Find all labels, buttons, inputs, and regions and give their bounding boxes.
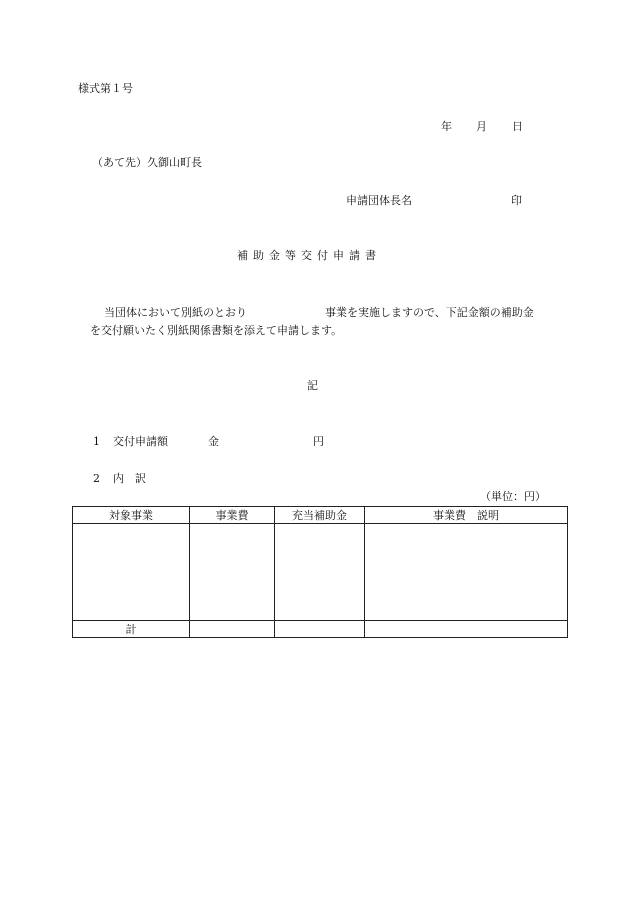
item1-kin: 金: [208, 435, 219, 448]
total-label: 計: [73, 621, 190, 638]
header-subsidy-allocation: 充当補助金: [275, 507, 365, 524]
breakdown-table: [72, 506, 568, 638]
form-number: 様式第１号: [78, 82, 133, 95]
item2-number: 2: [93, 472, 100, 485]
unit-note: （単位：円）: [480, 490, 546, 503]
ki-heading: 記: [307, 379, 318, 392]
date-year-label: 年: [441, 120, 452, 133]
addressee: （あて先）久御山町長: [92, 156, 202, 169]
table-row: [73, 524, 568, 621]
table-header-row: [73, 507, 568, 524]
date-month-label: 月: [476, 120, 487, 133]
header-project-cost: 事業費: [190, 507, 275, 524]
item1-yen: 円: [313, 435, 324, 448]
body-text-line1-part2: 事業を実施しますので、下記金額の補助金: [325, 306, 534, 319]
cell-target-project[interactable]: [73, 524, 190, 621]
total-project-cost[interactable]: [190, 621, 275, 638]
seal-mark: 印: [511, 194, 522, 207]
total-subsidy-allocation[interactable]: [275, 621, 365, 638]
total-cost-explanation[interactable]: [365, 621, 568, 638]
header-cost-explanation: 事業費 説明: [365, 507, 568, 524]
cell-cost-explanation[interactable]: [365, 524, 568, 621]
item1-label: 交付申請額: [113, 435, 168, 448]
table-total-row: [73, 621, 568, 638]
header-target-project: 対象事業: [73, 507, 190, 524]
body-text-line1-part1: 当団体において別紙のとおり: [104, 306, 247, 319]
document-title: 補助金等交付申請書: [237, 249, 381, 262]
body-text-line2: を交付願いたく別紙関係書類を添えて申請します。: [90, 324, 343, 337]
date-day-label: 日: [512, 120, 523, 133]
cell-subsidy-allocation[interactable]: [275, 524, 365, 621]
cell-project-cost[interactable]: [190, 524, 275, 621]
item2-label: 内 訳: [113, 472, 146, 485]
applicant-name-label: 申請団体長名: [346, 194, 412, 207]
item1-number: 1: [93, 435, 100, 448]
